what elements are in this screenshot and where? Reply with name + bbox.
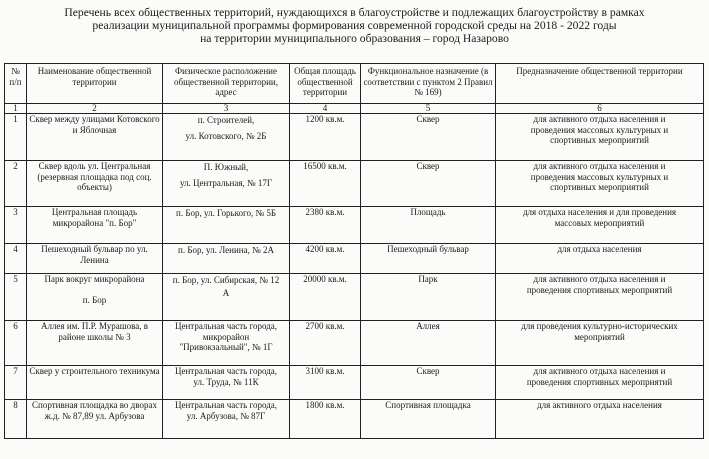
row-number: 8 [5, 400, 27, 439]
column-number-row [5, 104, 704, 114]
territory-purpose: для активного отдыха населения и проведения спортивных мероприятий [496, 366, 704, 400]
territory-function: Площадь [361, 207, 496, 244]
row-number: 7 [5, 366, 27, 400]
territory-function: Аллея [361, 321, 496, 366]
territory-location: П. Южный, ул. Центральная, № 17Г [163, 161, 290, 207]
row-number: 5 [5, 274, 27, 321]
territory-name: Аллея им. П.Р. Мурашова, в районе школы № 3 [27, 321, 163, 366]
header-purpose: Предназначение общественной территории [496, 64, 704, 104]
table-row [5, 114, 704, 161]
column-number: 6 [496, 104, 704, 114]
territory-purpose: для проведения культурно-исторических мероприятий [496, 321, 704, 366]
territory-function: Парк [361, 274, 496, 321]
territories-table [4, 63, 704, 439]
table-row [5, 400, 704, 439]
table-row [5, 244, 704, 274]
column-number: 2 [27, 104, 163, 114]
table-row [5, 207, 704, 244]
territory-name: Пешеходный бульвар по ул. Ленина [27, 244, 163, 274]
territory-location: Центральная часть города, ул. Арбузова, № 87Г [163, 400, 290, 439]
column-number: 4 [290, 104, 361, 114]
territory-purpose: для активного отдыха населения и проведения массовых культурных и спортивных мероприятий [496, 161, 704, 207]
territory-purpose: для активного отдыха населения и проведения спортивных мероприятий [496, 274, 704, 321]
territory-location: п. Бор, ул. Ленина, № 2А [163, 244, 290, 274]
territory-area: 1800 кв.м. [290, 400, 361, 439]
header-location: Физическое расположение общественной территории, адрес [163, 64, 290, 104]
table-row [5, 161, 704, 207]
territory-name: Спортивная площадка во дворах ж.д. № 87,89 ул. Арбузова [27, 400, 163, 439]
title-line-3: на территории муниципального образования – город Назарово [200, 32, 509, 45]
table-header-row [5, 64, 704, 104]
column-number: 1 [5, 104, 27, 114]
territory-name: Парк вокруг микрорайона п. Бор [27, 274, 163, 321]
territory-purpose: для отдыха населения и для проведения массовых мероприятий [496, 207, 704, 244]
territory-area: 20000 кв.м. [290, 274, 361, 321]
territory-location: п. Бор, ул. Горького, № 5Б [163, 207, 290, 244]
row-number: 4 [5, 244, 27, 274]
territory-location: Центральная часть города, ул. Труда, № 11К [163, 366, 290, 400]
territory-area: 3100 кв.м. [290, 366, 361, 400]
column-number: 5 [361, 104, 496, 114]
column-number: 3 [163, 104, 290, 114]
territory-function: Пешеходный бульвар [361, 244, 496, 274]
territory-name: Сквер между улицами Котовского и Яблочная [27, 114, 163, 161]
territory-purpose: для активного отдыха населения и проведения массовых культурных и спортивных мероприятий [496, 114, 704, 161]
table-row [5, 366, 704, 400]
territory-area: 4200 кв.м. [290, 244, 361, 274]
table-row [5, 274, 704, 321]
territory-function: Сквер [361, 161, 496, 207]
territory-name: Сквер у строительного техникума [27, 366, 163, 400]
header-name: Наименование общественной территории [27, 64, 163, 104]
title-line-1: Перечень всех общественных территорий, нуждающихся в благоустройстве и подлежащих благоустройству в рамках [64, 6, 645, 19]
territory-area: 2700 кв.м. [290, 321, 361, 366]
territory-purpose: для отдыха населения [496, 244, 704, 274]
header-area: Общая площадь общественной территории [290, 64, 361, 104]
header-function: Функциональное назначение (в соответствии с пунктом 2 Правил № 169) [361, 64, 496, 104]
table-row [5, 321, 704, 366]
territory-function: Сквер [361, 366, 496, 400]
territory-name: Сквер вдоль ул. Центральная (резервная площадка под соц. объекты) [27, 161, 163, 207]
territory-function: Сквер [361, 114, 496, 161]
territory-purpose: для активного отдыха населения [496, 400, 704, 439]
row-number: 1 [5, 114, 27, 161]
territory-location: Центральная часть города, микрорайон "Привокзальный", № 1Г [163, 321, 290, 366]
document-title [0, 6, 709, 45]
title-line-2: реализации муниципальной программы формирования современной городской среды на 2018 - 2022 годы [92, 19, 617, 32]
territory-area: 2380 кв.м. [290, 207, 361, 244]
header-num: № п/п [5, 64, 27, 104]
territory-name: Центральная площадь микрорайона "п. Бор" [27, 207, 163, 244]
row-number: 2 [5, 161, 27, 207]
territory-location: п. Строителей, ул. Котовского, № 2Б [163, 114, 290, 161]
territory-area: 16500 кв.м. [290, 161, 361, 207]
territory-location: п. Бор, ул. Сибирская, № 12 А [163, 274, 290, 321]
territory-area: 1200 кв.м. [290, 114, 361, 161]
row-number: 3 [5, 207, 27, 244]
row-number: 6 [5, 321, 27, 366]
territory-function: Спортивная площадка [361, 400, 496, 439]
